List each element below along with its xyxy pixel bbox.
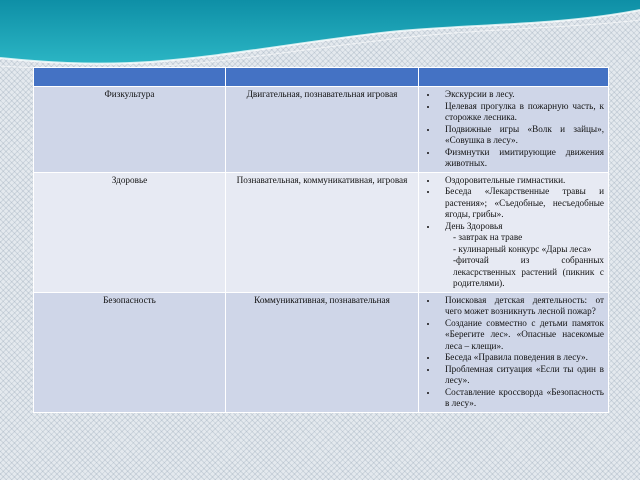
activities-table [33, 67, 609, 413]
list-item: Беседа «Лекарственные травы и растения»; «Съедобные, несъедобные ягоды, грибы». [445, 186, 604, 219]
activities-list-cell [419, 172, 609, 292]
table-row [34, 292, 609, 412]
list-item: - завтрак на траве [453, 232, 523, 242]
list-item: Беседа «Правила поведения в лесу». [445, 352, 604, 364]
activities-list-cell [419, 292, 609, 412]
subject-cell: Здоровье [34, 172, 226, 292]
list-item: Создание совместно с детьми памяток «Берегите лес». «Опасные насекомые леса – клещи». [445, 317, 604, 351]
activities-list [423, 89, 604, 170]
list-item: Оздоровительные гимнастики. [445, 175, 604, 187]
list-item: Поисковая детская деятельность: от чего может возникнуть лесной пожар? [445, 294, 604, 316]
table-header-cell [34, 68, 226, 87]
list-item: Физмнутки имитирующие движения животных. [445, 146, 604, 168]
activities-list [423, 295, 604, 410]
list-item: Подвижные игры «Волк и зайцы», «Совушка в лесу». [445, 123, 604, 145]
activity-type-cell: Двигательная, познавательная игровая [226, 87, 419, 173]
list-item: Проблемная ситуация «Если ты один в лесу». [445, 363, 604, 385]
list-item: День Здоровья [445, 221, 604, 233]
list-item: Экскурсии в лесу. [445, 89, 604, 101]
table-header-cell [226, 68, 419, 87]
activity-type-cell: Коммуникативная, познавательная [226, 292, 419, 412]
table-row [34, 172, 609, 292]
activities-list-cell [419, 87, 609, 173]
table-row [34, 87, 609, 173]
list-item: Целевая прогулка в пожарную часть, к сторожке лесника. [445, 100, 604, 122]
subject-cell: Физкультура [34, 87, 226, 173]
table-header-row [34, 68, 609, 87]
table-header-cell [419, 68, 609, 87]
list-item: - кулинарный конкурс «Дары леса» [453, 243, 592, 254]
activity-type-cell: Познавательная, коммуникативная, игровая [226, 172, 419, 292]
activities-list [423, 175, 604, 290]
list-item: Составление кроссворда «Безопасность в лесу». [445, 386, 604, 408]
subject-cell: Безопасность [34, 292, 226, 412]
list-item: -фиточай из собранных лекасрственных растений (пикник с родителями). [453, 255, 604, 288]
